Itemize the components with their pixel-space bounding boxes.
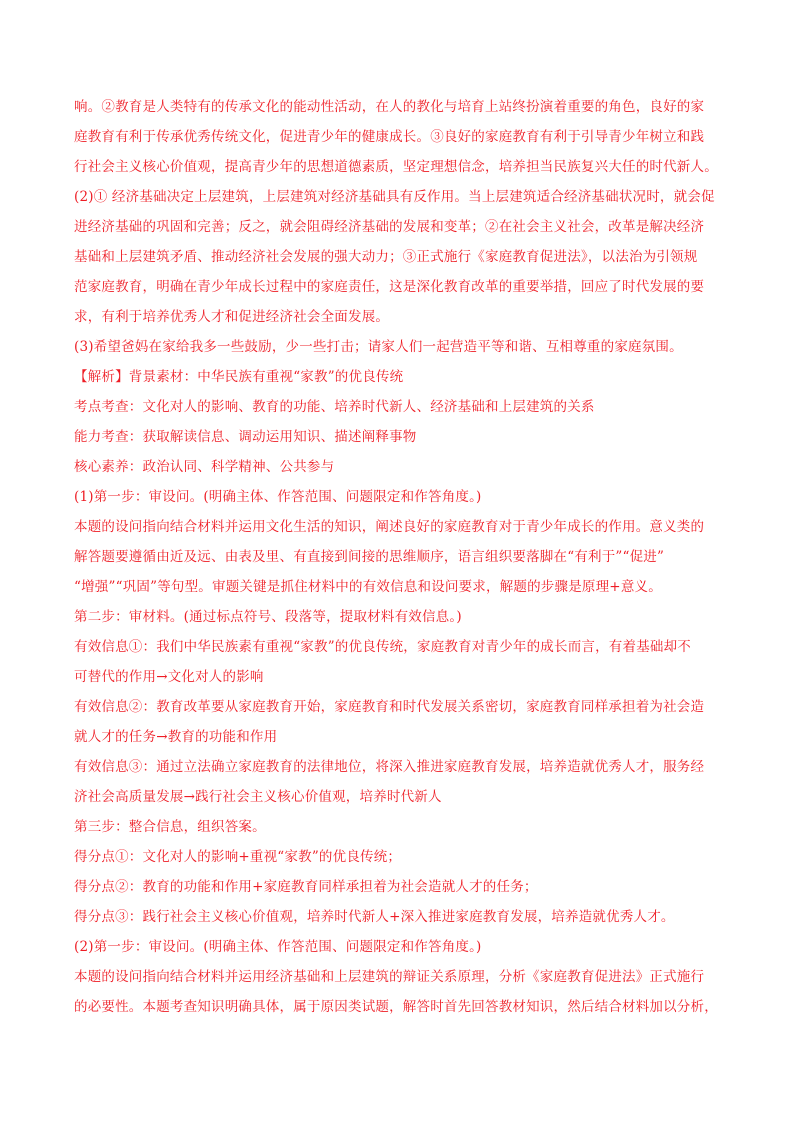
text-line: “增强”“巩固”等句型。审题关键是抓住材料中的有效信息和设问要求，解题的步骤是原理+意义。 <box>74 579 662 595</box>
text-line: 求，有利于培养优秀人才和促进经济社会全面发展。 <box>74 309 390 325</box>
text-line: 第三步：整合信息，组织答案。 <box>74 819 266 835</box>
text-line: 本题的设问指向结合材料并运用文化生活的知识，阐述良好的家庭教育对于青少年成长的作用。意义类的 <box>74 519 705 535</box>
text-line: 基础和上层建筑矛盾、推动经济社会发展的强大动力；③正式施行《家庭教育促进法》，以法治为引领规 <box>74 249 698 265</box>
text-line: 第二步：审材料。(通过标点符号、段落等，提取材料有效信息。) <box>74 609 462 625</box>
text-line: 得分点①：文化对人的影响+重视“家教”的优良传统； <box>74 849 402 865</box>
text-line: 济社会高质量发展→践行社会主义核心价值观，培养时代新人 <box>74 789 442 805</box>
document-body <box>74 92 734 1022</box>
text-line: 有效信息①：我们中华民族素有重视“家教”的优良传统，家庭教育对青少年的成长而言，有着基础却不 <box>74 639 692 655</box>
text-line: 考点考查：文化对人的影响、教育的功能、培养时代新人、经济基础和上层建筑的关系 <box>74 399 595 415</box>
text-line: (3)希望爸妈在家给我多一些鼓励，少一些打击；请家人们一起营造平等和谐、互相尊重的家庭氛围。 <box>74 339 683 355</box>
text-line: 范家庭教育，明确在青少年成长过程中的家庭责任，这是深化教育改革的重要举措，回应了时代发展的要 <box>74 279 705 295</box>
text-line: 响。②教育是人类特有的传承文化的能动性活动，在人的教化与培育上站终扮演着重要的角色，良好的家 <box>74 99 705 115</box>
analysis-heading-line: 【解析】背景素材：中华民族有重视“家教”的优良传统 <box>74 369 404 385</box>
text-line: 进经济基础的巩固和完善；反之，就会阻碍经济基础的发展和变革；②在社会主义社会，改革是解决经济 <box>74 219 705 235</box>
text-line: 得分点②：教育的功能和作用+家庭教育同样承担着为社会造就人才的任务； <box>74 879 538 895</box>
text-line: 本题的设问指向结合材料并运用经济基础和上层建筑的辩证关系原理，分析《家庭教育促进法》正式施行 <box>74 969 705 985</box>
text-line: (2)第一步：审设问。(明确主体、作答范围、问题限定和作答角度。) <box>74 939 482 955</box>
text-line: (1)第一步：审设问。(明确主体、作答范围、问题限定和作答角度。) <box>74 489 482 505</box>
text-line: 的必要性。本题考查知识明确具体，属于原因类试题，解答时首先回答教材知识，然后结合材料加以分析， <box>74 999 718 1015</box>
text-line: 就人才的任务→教育的功能和作用 <box>74 729 278 745</box>
text-line: 能力考查：获取解读信息、调动运用知识、描述阐释事物 <box>74 429 417 445</box>
text-line: 得分点③：践行社会主义核心价值观，培养时代新人+深入推进家庭教育发展，培养造就优秀人才。 <box>74 909 675 925</box>
text-line: 核心素养：政治认同、科学精神、公共参与 <box>74 459 335 475</box>
text-line: 解答题要遵循由近及远、由表及里、有直接到间接的思维顺序，语言组织要落脚在“有利于”“促进” <box>74 549 665 565</box>
text-line: 有效信息③：通过立法确立家庭教育的法律地位，将深入推进家庭教育发展，培养造就优秀人才，服务经 <box>74 759 705 775</box>
text-line: 可替代的作用→文化对人的影响 <box>74 669 264 685</box>
text-line: 庭教育有利于传承优秀传统文化，促进青少年的健康成长。③良好的家庭教育有利于引导青少年树立和践 <box>74 129 705 145</box>
text-line: 有效信息②：教育改革要从家庭教育开始，家庭教育和时代发展关系密切，家庭教育同样承担着为社会造 <box>74 699 705 715</box>
text-line: 行社会主义核心价值观，提高青少年的思想道德素质，坚定理想信念，培养担当民族复兴大任的时代新人。 <box>74 159 718 175</box>
text-line: (2)① 经济基础决定上层建筑，上层建筑对经济基础具有反作用。当上层建筑适合经济基础状况时，就会促 <box>74 189 715 205</box>
